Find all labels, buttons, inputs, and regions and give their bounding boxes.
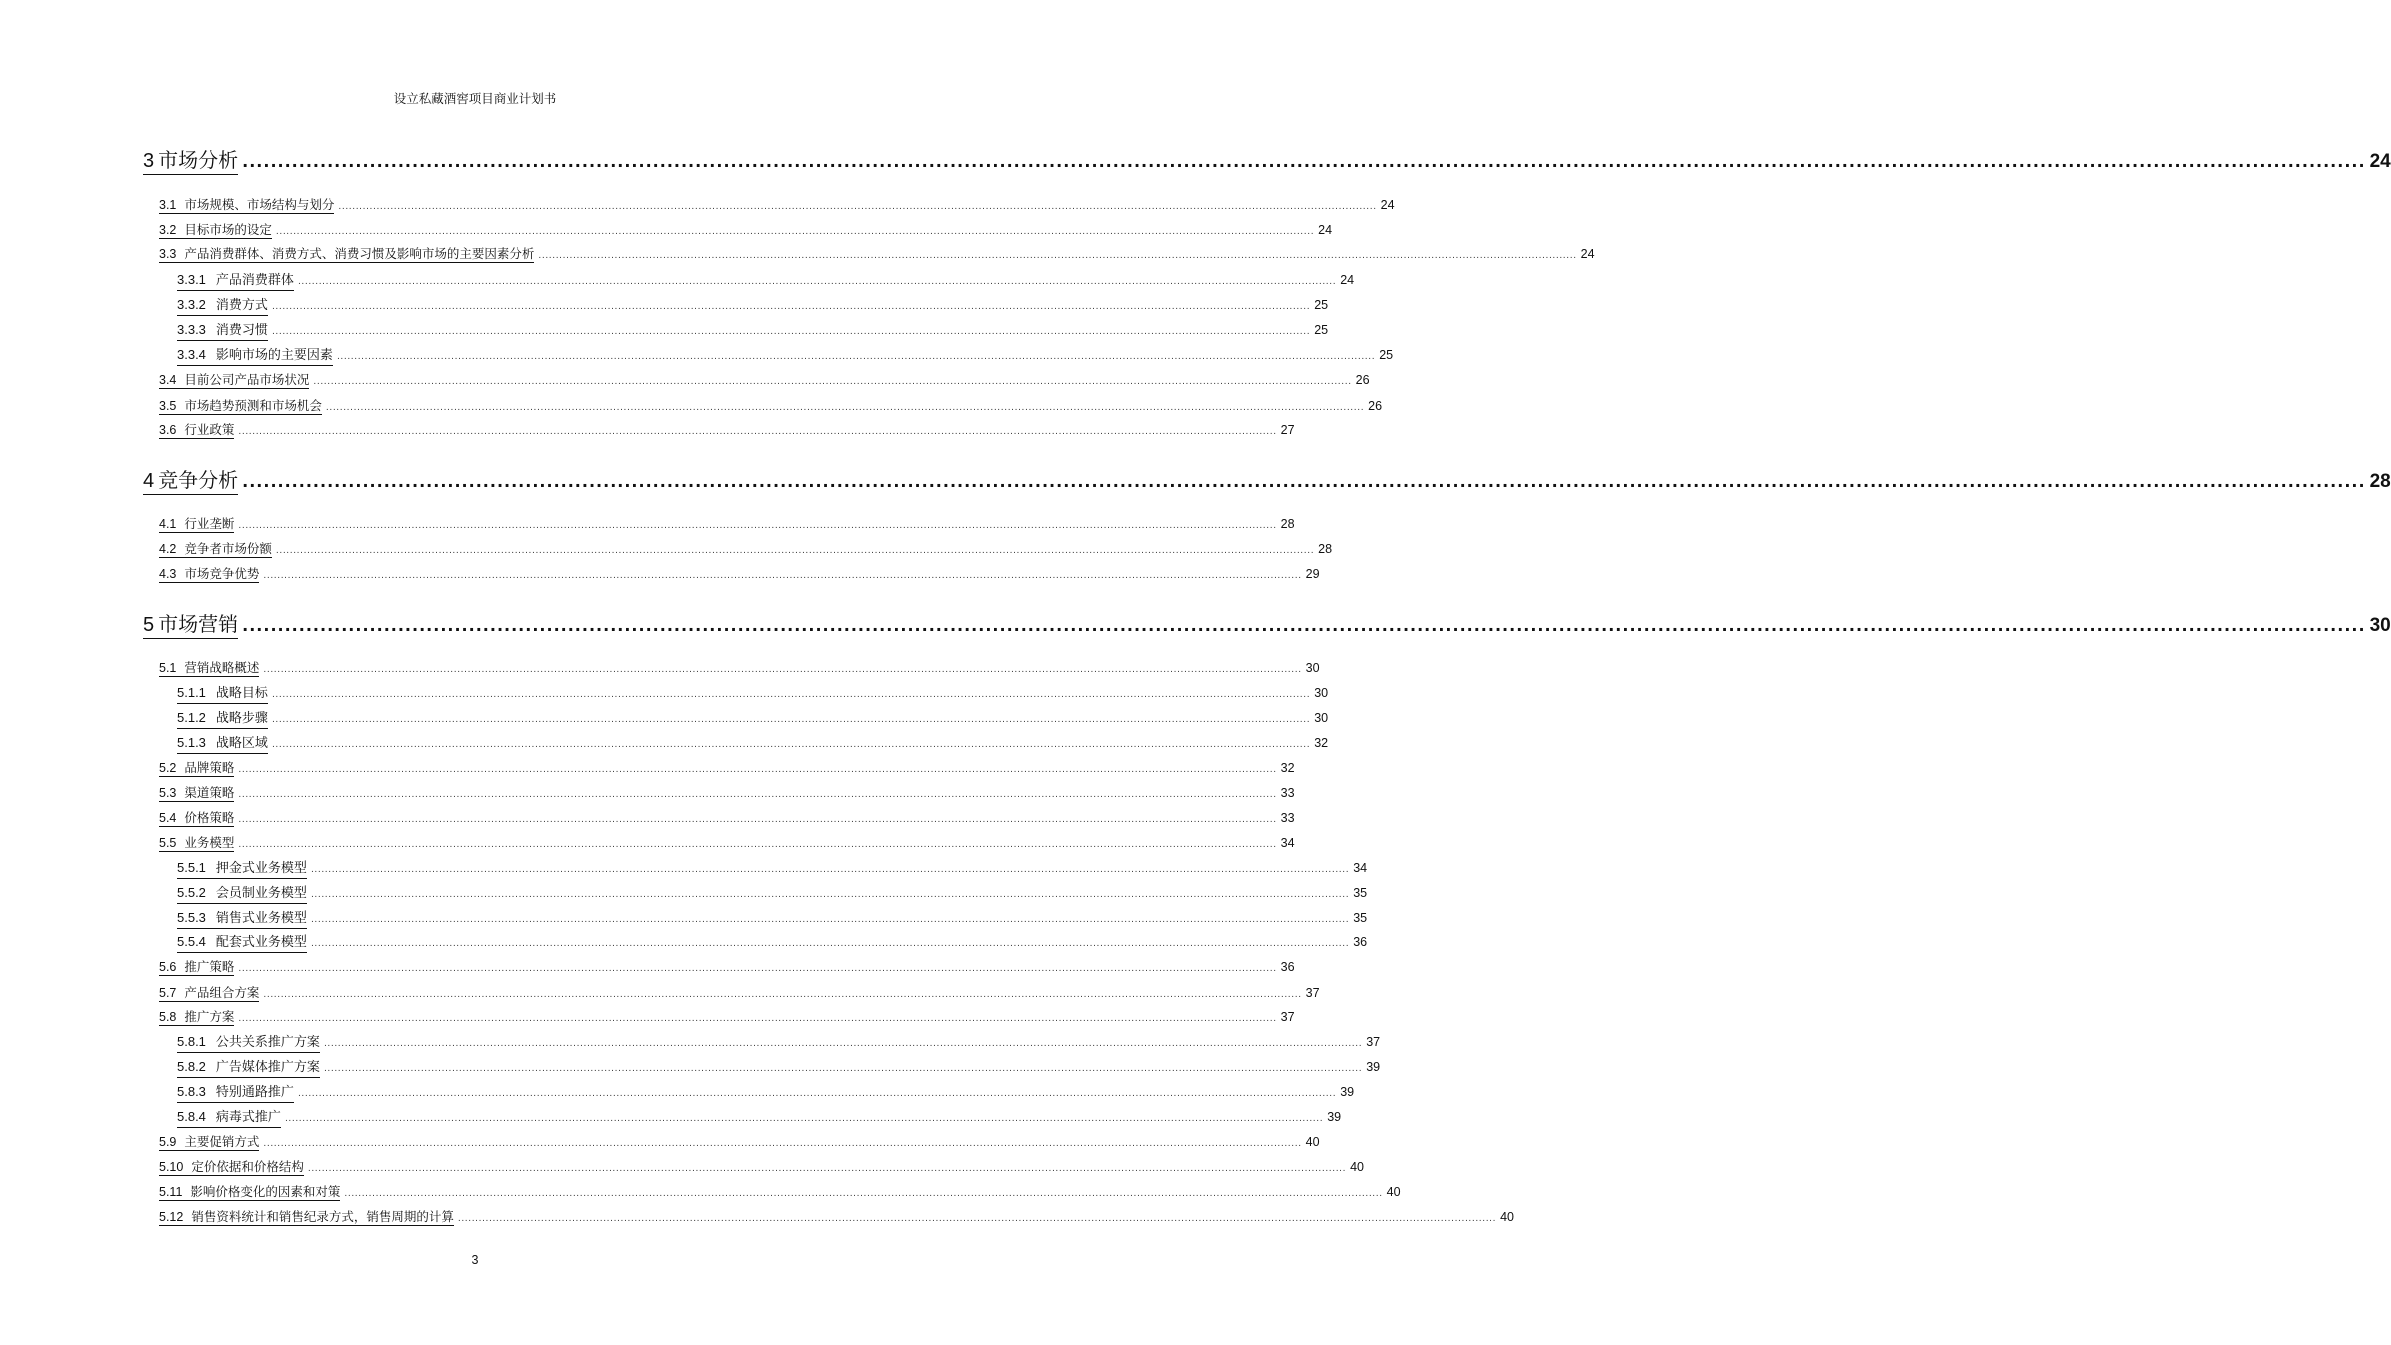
toc-section-number: 5.7 <box>159 986 177 1000</box>
toc-entry-label[interactable] <box>159 661 259 677</box>
toc-entry-label[interactable] <box>143 613 238 639</box>
toc-page-number: 35 <box>1353 911 1368 925</box>
toc-entry-4-2[interactable] <box>159 541 1333 558</box>
toc-page-number: 28 <box>2369 471 2391 492</box>
toc-entry-3-2[interactable] <box>159 222 1333 239</box>
toc-section-title: 会员制业务模型 <box>215 886 307 901</box>
toc-section-title: 影响价格变化的因素和对策 <box>190 1184 341 1199</box>
toc-entry-5-5-4[interactable] <box>177 934 1368 953</box>
toc-leader-dots: ............................................................................................................................................................................................................................................................................................................ <box>271 302 1311 312</box>
toc-section-number: 3.6 <box>159 423 177 437</box>
toc-section-number: 5.6 <box>159 960 177 974</box>
toc-section-title: 行业政策 <box>184 422 235 437</box>
toc-page-number: 39 <box>1366 1060 1381 1074</box>
page-number: 3 <box>471 1253 479 1267</box>
toc-section-number: 5.8.3 <box>177 1084 206 1099</box>
toc-page-number: 25 <box>1379 348 1394 362</box>
toc-section-number: 3 <box>143 150 155 172</box>
toc-page-number: 39 <box>1327 1110 1342 1124</box>
toc-entry-label[interactable] <box>159 1185 340 1201</box>
toc-section-number: 5.5 <box>159 836 177 850</box>
toc-section-title: 特别通路推广 <box>215 1085 294 1100</box>
toc-section-title: 战略目标 <box>215 686 268 701</box>
toc-page-number: 28 <box>1318 542 1333 556</box>
toc-entry-3-3-3[interactable] <box>177 322 1329 341</box>
toc-leader-dots: ............................................................................................................................................................................................................................................................................................................ <box>323 1064 1363 1074</box>
toc-page-number: 30 <box>1305 661 1320 675</box>
toc-page-number: 24 <box>2369 151 2391 172</box>
toc-section-number: 5.2 <box>159 761 177 775</box>
toc-section-title: 配套式业务模型 <box>215 935 307 950</box>
toc-entry-label[interactable] <box>177 711 268 729</box>
toc-section-number: 5.1.3 <box>177 735 206 750</box>
toc-entry-label[interactable] <box>177 1110 281 1128</box>
toc-leader-dots: ............................................................................................................................................................................................................................................................................................................ <box>297 1089 1337 1099</box>
toc-section-title: 销售资料统计和销售纪录方式，销售周期的计算 <box>191 1209 454 1224</box>
toc-section-title: 目前公司产品市场状况 <box>184 372 310 387</box>
toc-leader-dots: ............................................................................................................................................................................................................................................................................................................ <box>275 227 1315 237</box>
toc-entry-5-8[interactable] <box>159 1009 1295 1026</box>
toc-entry-label[interactable] <box>177 886 307 904</box>
toc-section-number: 5.12 <box>159 1210 184 1224</box>
toc-leader-dots: ............................................................................................................................................................................................................................................................................................................ <box>242 616 2366 635</box>
toc-leader-dots: ............................................................................................................................................................................................................................................................................................................ <box>310 865 1350 875</box>
toc-section-number: 3.3.3 <box>177 322 206 337</box>
toc-entry-5-6[interactable] <box>159 959 1295 976</box>
toc-entry-3-4[interactable] <box>159 372 1370 389</box>
toc-leader-dots: ............................................................................................................................................................................................................................................................................................................ <box>457 1214 1497 1224</box>
toc-leader-dots: ............................................................................................................................................................................................................................................................................................................ <box>238 840 1277 850</box>
page-header: 设立私藏酒窖项目商业计划书 <box>393 91 557 106</box>
toc-section-title: 产品消费群体、消费方式、消费习惯及影响市场的主要因素分析 <box>184 246 535 261</box>
toc-page-number: 26 <box>1368 399 1383 413</box>
toc-page-number: 33 <box>1280 786 1295 800</box>
toc-section-title: 押金式业务模型 <box>215 861 307 876</box>
toc-leader-dots: ............................................................................................................................................................................................................................................................................................................ <box>238 790 1277 800</box>
toc-page-number: 32 <box>1280 761 1295 775</box>
toc-section-title: 定价依据和价格结构 <box>191 1159 304 1174</box>
toc-entry-label[interactable] <box>143 469 238 495</box>
toc-page-number: 28 <box>1280 517 1295 531</box>
toc-page-number: 36 <box>1353 935 1368 949</box>
toc-section-title: 品牌策略 <box>184 760 235 775</box>
toc-entry-5-12[interactable] <box>159 1209 1515 1226</box>
toc-entry-label[interactable] <box>177 861 307 879</box>
toc-entry-3-5[interactable] <box>159 398 1383 415</box>
toc-leader-dots: ............................................................................................................................................................................................................................................................................................................ <box>271 327 1311 337</box>
toc-page-number: 34 <box>1280 836 1295 850</box>
toc-page-number: 32 <box>1314 736 1329 750</box>
toc-section-number: 5.5.2 <box>177 885 206 900</box>
toc-section-number: 3.4 <box>159 373 177 387</box>
toc-section-number: 5.3 <box>159 786 177 800</box>
toc-section-title: 行业垄断 <box>184 516 235 531</box>
toc-page-number: 34 <box>1353 861 1368 875</box>
toc-entry-label[interactable] <box>159 423 234 439</box>
toc-entry-label[interactable] <box>177 686 268 704</box>
toc-section-title: 市场竞争优势 <box>184 566 260 581</box>
toc-entry-3-3[interactable] <box>159 246 1595 263</box>
toc-section-title: 消费习惯 <box>215 323 268 338</box>
toc-page-number: 25 <box>1314 298 1329 312</box>
toc-section-title: 推广策略 <box>184 959 235 974</box>
toc-section-number: 3.3.1 <box>177 272 206 287</box>
toc-entry-3-3-2[interactable] <box>177 297 1329 316</box>
toc-section-title: 广告媒体推广方案 <box>215 1060 320 1075</box>
toc-entry-3-3-4[interactable] <box>177 347 1394 366</box>
toc-section-title: 市场趋势预测和市场机会 <box>184 398 322 413</box>
toc-section-number: 5.8.4 <box>177 1109 206 1124</box>
toc-leader-dots: ............................................................................................................................................................................................................................................................................................................ <box>238 521 1277 531</box>
toc-entry-5-5-2[interactable] <box>177 885 1368 904</box>
toc-page-number: 40 <box>1500 1210 1515 1224</box>
toc-entry-label[interactable] <box>159 960 234 976</box>
toc-leader-dots: ............................................................................................................................................................................................................................................................................................................ <box>238 1014 1277 1024</box>
toc-entry-label[interactable] <box>177 911 307 929</box>
toc-section-number: 5.10 <box>159 1160 184 1174</box>
toc-section-title: 市场营销 <box>158 612 239 636</box>
toc-entry-label[interactable] <box>159 986 259 1002</box>
toc-section-title: 竞争者市场份额 <box>184 541 272 556</box>
toc-section-title: 市场规模、市场结构与划分 <box>184 197 335 212</box>
toc-entry-5-1-2[interactable] <box>177 710 1329 729</box>
toc-leader-dots: ............................................................................................................................................................................................................................................................................................................ <box>310 915 1350 925</box>
toc-page-number: 39 <box>1340 1085 1355 1099</box>
toc-entry-label[interactable] <box>159 247 534 263</box>
toc-entry-5-1[interactable] <box>159 660 1320 677</box>
toc-entry-3-6[interactable] <box>159 422 1295 439</box>
toc-leader-dots: ............................................................................................................................................................................................................................................................................................................ <box>238 815 1277 825</box>
toc-leader-dots: ............................................................................................................................................................................................................................................................................................................ <box>297 277 1337 287</box>
toc-section-number: 3.3.2 <box>177 297 206 312</box>
toc-entry-label[interactable] <box>143 149 238 175</box>
toc-entry-5-5-3[interactable] <box>177 910 1368 929</box>
toc-leader-dots: ............................................................................................................................................................................................................................................................................................................ <box>338 202 1377 212</box>
toc-section-number: 5.4 <box>159 811 177 825</box>
toc-page-number: 30 <box>1314 711 1329 725</box>
toc-section-number: 4 <box>143 470 155 492</box>
toc-leader-dots: ............................................................................................................................................................................................................................................................................................................ <box>310 890 1350 900</box>
toc-entry-3[interactable] <box>143 148 2391 175</box>
toc-page-number: 33 <box>1280 811 1295 825</box>
toc-entry-label[interactable] <box>177 1085 294 1103</box>
toc-section-number: 5 <box>143 614 155 636</box>
toc-entry-5-8-2[interactable] <box>177 1059 1381 1078</box>
toc-section-number: 5.1.1 <box>177 685 206 700</box>
toc-leader-dots: ............................................................................................................................................................................................................................................................................................................ <box>242 152 2366 171</box>
toc-entry-label[interactable] <box>177 273 294 291</box>
toc-section-number: 3.3 <box>159 247 177 261</box>
toc-entry-label[interactable] <box>159 811 234 827</box>
toc-section-title: 市场分析 <box>158 148 239 172</box>
toc-leader-dots: ............................................................................................................................................................................................................................................................................................................ <box>238 765 1277 775</box>
toc-entry-4-1[interactable] <box>159 516 1295 533</box>
toc-leader-dots: ............................................................................................................................................................................................................................................................................................................ <box>344 1189 1383 1199</box>
toc-section-number: 5.9 <box>159 1135 177 1149</box>
toc-entry-label[interactable] <box>159 1010 234 1026</box>
toc-entry-4[interactable] <box>143 468 2391 495</box>
toc-entry-label[interactable] <box>159 761 234 777</box>
toc-leader-dots: ............................................................................................................................................................................................................................................................................................................ <box>242 472 2366 491</box>
toc-entry-label[interactable] <box>159 567 259 583</box>
toc-section-number: 3.2 <box>159 223 177 237</box>
toc-section-number: 5.8.1 <box>177 1034 206 1049</box>
toc-section-title: 战略步骤 <box>215 711 268 726</box>
toc-leader-dots: ............................................................................................................................................................................................................................................................................................................ <box>313 377 1352 387</box>
toc-entry-label[interactable] <box>159 542 272 558</box>
toc-entry-3-3-1[interactable] <box>177 272 1355 291</box>
toc-page-number: 26 <box>1355 373 1370 387</box>
toc-section-title: 病毒式推广 <box>215 1110 281 1125</box>
toc-entry-label[interactable] <box>177 1035 320 1053</box>
toc-section-title: 战略区域 <box>215 736 268 751</box>
toc-entry-label[interactable] <box>159 786 234 802</box>
toc-section-number: 5.5.4 <box>177 934 206 949</box>
toc-section-number: 5.1 <box>159 661 177 675</box>
toc-entry-3-1[interactable] <box>159 197 1395 214</box>
toc-entry-5-1-1[interactable] <box>177 685 1329 704</box>
toc-leader-dots: ............................................................................................................................................................................................................................................................................................................ <box>307 1164 1347 1174</box>
toc-page-number: 27 <box>1280 423 1295 437</box>
toc-leader-dots: ............................................................................................................................................................................................................................................................................................................ <box>323 1039 1363 1049</box>
toc-section-title: 主要促销方式 <box>184 1134 260 1149</box>
toc-entry-label[interactable] <box>159 399 322 415</box>
toc-entry-label[interactable] <box>159 1160 304 1176</box>
toc-section-number: 3.1 <box>159 198 177 212</box>
toc-section-title: 推广方案 <box>184 1009 235 1024</box>
toc-entry-5-9[interactable] <box>159 1134 1320 1151</box>
toc-section-title: 竞争分析 <box>158 468 239 492</box>
toc-entry-5-3[interactable] <box>159 785 1295 802</box>
toc-page-number: 37 <box>1305 986 1320 1000</box>
toc-entry-5-10[interactable] <box>159 1159 1365 1176</box>
toc-entry-label[interactable] <box>177 323 268 341</box>
toc-entry-5-8-3[interactable] <box>177 1084 1355 1103</box>
toc-leader-dots: ............................................................................................................................................................................................................................................................................................................ <box>263 665 1302 675</box>
toc-page-number: 24 <box>1580 247 1595 261</box>
toc-entry-label[interactable] <box>159 836 234 852</box>
toc-page-number: 37 <box>1366 1035 1381 1049</box>
toc-entry-label[interactable] <box>159 198 334 214</box>
toc-page-number: 30 <box>2369 615 2391 636</box>
toc-entry-4-3[interactable] <box>159 566 1320 583</box>
toc-entry-5-5-1[interactable] <box>177 860 1368 879</box>
toc-leader-dots: ............................................................................................................................................................................................................................................................................................................ <box>263 1139 1302 1149</box>
toc-page-number: 29 <box>1305 567 1320 581</box>
toc-page-number: 37 <box>1280 1010 1295 1024</box>
toc-section-title: 产品消费群体 <box>215 273 294 288</box>
toc-section-number: 5.11 <box>159 1185 183 1199</box>
toc-page-number: 24 <box>1318 223 1333 237</box>
toc-section-number: 5.5.1 <box>177 860 206 875</box>
toc-leader-dots: ............................................................................................................................................................................................................................................................................................................ <box>238 964 1277 974</box>
toc-entry-label[interactable] <box>159 1210 454 1226</box>
toc-section-title: 影响市场的主要因素 <box>215 348 333 363</box>
toc-page-number: 24 <box>1340 273 1355 287</box>
toc-entry-label[interactable] <box>159 517 234 533</box>
toc-section-title: 营销战略概述 <box>184 660 260 675</box>
toc-entry-label[interactable] <box>159 1135 259 1151</box>
toc-leader-dots: ............................................................................................................................................................................................................................................................................................................ <box>271 740 1311 750</box>
toc-entry-5-4[interactable] <box>159 810 1295 827</box>
toc-section-number: 4.1 <box>159 517 177 531</box>
toc-leader-dots: ............................................................................................................................................................................................................................................................................................................ <box>538 251 1577 261</box>
toc-section-title: 目标市场的设定 <box>184 222 272 237</box>
toc-entry-5-8-4[interactable] <box>177 1109 1342 1128</box>
toc-entry-label[interactable] <box>159 373 309 389</box>
toc-entry-5-7[interactable] <box>159 985 1320 1002</box>
toc-page-number: 40 <box>1386 1185 1401 1199</box>
toc-section-number: 5.8.2 <box>177 1059 206 1074</box>
toc-entry-label[interactable] <box>177 348 333 366</box>
toc-section-title: 公共关系推广方案 <box>215 1035 320 1050</box>
toc-section-number: 3.3.4 <box>177 347 206 362</box>
toc-entry-5-8-1[interactable] <box>177 1034 1381 1053</box>
toc-section-number: 5.1.2 <box>177 710 206 725</box>
toc-leader-dots: ............................................................................................................................................................................................................................................................................................................ <box>325 403 1365 413</box>
toc-entry-5-5[interactable] <box>159 835 1295 852</box>
toc-entry-label[interactable] <box>177 935 307 953</box>
toc-page-number: 36 <box>1280 960 1295 974</box>
toc-leader-dots: ............................................................................................................................................................................................................................................................................................................ <box>310 939 1350 949</box>
toc-entry-label[interactable] <box>159 223 272 239</box>
toc-entry-label[interactable] <box>177 736 268 754</box>
toc-entry-label[interactable] <box>177 298 268 316</box>
toc-leader-dots: ............................................................................................................................................................................................................................................................................................................ <box>238 427 1277 437</box>
toc-section-number: 4.2 <box>159 542 177 556</box>
toc-page-number: 25 <box>1314 323 1329 337</box>
toc-page-number: 30 <box>1314 686 1329 700</box>
toc-entry-5[interactable] <box>143 612 2391 639</box>
toc-entry-5-11[interactable] <box>159 1184 1401 1201</box>
toc-section-title: 销售式业务模型 <box>215 911 307 926</box>
toc-section-number: 3.5 <box>159 399 177 413</box>
toc-leader-dots: ............................................................................................................................................................................................................................................................................................................ <box>271 715 1311 725</box>
toc-leader-dots: ............................................................................................................................................................................................................................................................................................................ <box>263 990 1302 1000</box>
toc-section-title: 价格策略 <box>184 810 235 825</box>
toc-section-number: 5.8 <box>159 1010 177 1024</box>
toc-page-number: 40 <box>1305 1135 1320 1149</box>
toc-section-title: 产品组合方案 <box>184 985 260 1000</box>
toc-section-number: 4.3 <box>159 567 177 581</box>
toc-entry-label[interactable] <box>177 1060 320 1078</box>
toc-leader-dots: ............................................................................................................................................................................................................................................................................................................ <box>275 546 1315 556</box>
toc-section-title: 业务模型 <box>184 835 235 850</box>
toc-leader-dots: ............................................................................................................................................................................................................................................................................................................ <box>263 571 1302 581</box>
toc-page-number: 24 <box>1380 198 1395 212</box>
toc-page-number: 35 <box>1353 886 1368 900</box>
toc-section-number: 5.5.3 <box>177 910 206 925</box>
toc-entry-5-2[interactable] <box>159 760 1295 777</box>
toc-leader-dots: ............................................................................................................................................................................................................................................................................................................ <box>284 1114 1324 1124</box>
toc-entry-5-1-3[interactable] <box>177 735 1329 754</box>
toc-leader-dots: ............................................................................................................................................................................................................................................................................................................ <box>271 690 1311 700</box>
toc-section-title: 渠道策略 <box>184 785 235 800</box>
toc-section-title: 消费方式 <box>215 298 268 313</box>
toc-page-number: 40 <box>1350 1160 1365 1174</box>
toc-leader-dots: ............................................................................................................................................................................................................................................................................................................ <box>336 352 1376 362</box>
